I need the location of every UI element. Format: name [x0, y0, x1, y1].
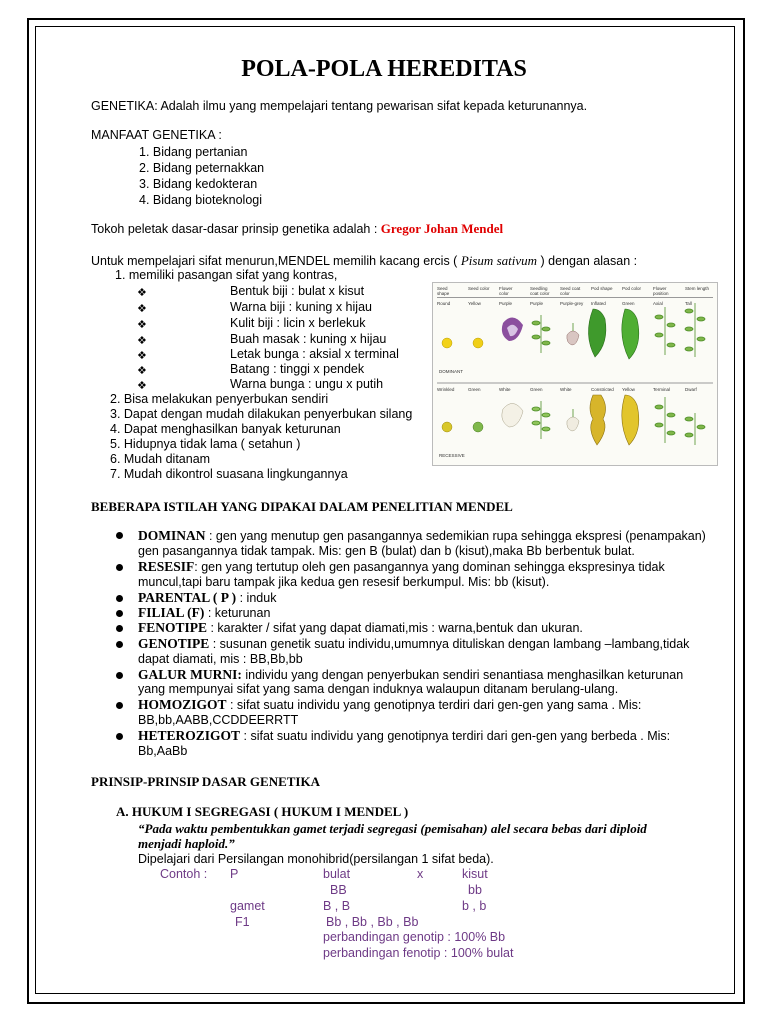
manfaat-heading: MANFAAT GENETIKA :	[91, 128, 222, 142]
trait-label: Green	[468, 387, 481, 392]
reason-item-1: 1. memiliki pasangan sifat yang kontras,	[115, 268, 338, 282]
fenotip-ratio: perbandingan fenotip : 100% bulat	[323, 946, 514, 960]
term-desc-cont: Bb,AaBb	[138, 744, 188, 758]
term-name: GALUR MURNI:	[138, 667, 242, 682]
seedling-plant-icon	[532, 401, 550, 439]
trait-label: Purple	[530, 301, 544, 306]
hukum-quote: “Pada waktu pembentukkan gamet terjadi segregasi (pemisahan) alel secara bebas dari diploid	[138, 821, 647, 836]
trait-label: White	[499, 387, 511, 392]
trait-label: Tall	[685, 301, 692, 306]
diamond-bullet-icon: ❖	[137, 379, 147, 392]
trait-label: Purple-grey	[560, 301, 584, 306]
chart-header: Seed color	[468, 286, 490, 291]
term-name: HETEROZIGOT	[138, 728, 241, 743]
round-seed-icon	[442, 338, 452, 348]
trait-item: Letak bunga : aksial x terminal	[230, 347, 399, 361]
reason-item: 6. Mudah ditanam	[110, 452, 211, 466]
bullet-icon	[116, 702, 123, 709]
trait-label: Purple	[499, 301, 513, 306]
chart-header: Seed coat color	[560, 286, 581, 296]
term-desc: : susunan genetik suatu individu,umumnya dituliskan dengan lambang –lambang,tidak	[209, 637, 690, 651]
constricted-pod-icon	[590, 395, 606, 445]
white-flower-icon	[502, 403, 523, 427]
manfaat-item: 3. Bidang kedokteran	[139, 177, 258, 191]
manfaat-item: 1. Bidang pertanian	[139, 145, 248, 159]
trait-label: Round	[437, 301, 451, 306]
term-line	[138, 606, 270, 620]
gamet-left: B , B	[323, 899, 351, 913]
trait-label: Terminal	[653, 387, 671, 392]
trait-item: Buah masak : kuning x hijau	[230, 332, 387, 346]
tokoh-name: Gregor Johan Mendel	[380, 221, 504, 236]
term-name: FILIAL (F)	[138, 605, 205, 620]
term-desc-cont: dapat diamati, mis : BB,Bb,bb	[138, 652, 303, 666]
mendel-intro	[91, 254, 637, 268]
term-desc-cont: muncul,tapi baru tampak jika kedua gen resesif berkumpul. Mis: bb (kisut).	[138, 575, 550, 589]
diamond-bullet-icon: ❖	[137, 302, 147, 315]
recessive-label: RECESSIVE	[439, 453, 465, 458]
reason-item: 4. Dapat menghasilkan banyak keturunan	[110, 422, 341, 436]
term-desc: individu yang dengan penyerbukan sendiri senantiasa menghasilkan keturunan	[241, 668, 684, 682]
term-name: HOMOZIGOT	[138, 697, 227, 712]
cross-bulat: bulat	[323, 867, 351, 881]
chart-header: Flower color	[499, 286, 513, 296]
tokoh-text: Tokoh peletak dasar-dasar prinsip genetika adalah :	[91, 222, 378, 236]
term-line	[138, 668, 683, 682]
green-seed-icon	[473, 422, 483, 432]
term-line	[138, 560, 665, 574]
term-desc: : karakter / sifat yang dapat diamati,mis : warna,bentuk dan ukuran.	[207, 621, 583, 635]
trait-label: Constricted	[591, 387, 614, 392]
mendel-intro-pre: Untuk mempelajari sifat menurun,MENDEL memilih kacang ercis (	[91, 254, 458, 268]
bullet-icon	[116, 672, 123, 679]
diamond-bullet-icon: ❖	[137, 349, 147, 362]
genetika-definition: GENETIKA: Adalah ilmu yang mempelajari tentang pewarisan sifat kepada keturunannya.	[91, 99, 588, 113]
trait-label: Inflated	[591, 301, 606, 306]
term-desc: : induk	[236, 591, 277, 605]
diamond-bullet-icon: ❖	[137, 364, 147, 377]
bullet-icon	[116, 625, 123, 632]
prinsip-heading: PRINSIP-PRINSIP DASAR GENETIKA	[91, 774, 320, 789]
trait-label: Green	[622, 301, 635, 306]
f1-value: Bb , Bb , Bb , Bb	[326, 915, 419, 929]
dominant-label: DOMINANT	[439, 369, 463, 374]
term-desc: : sifat suatu individu yang genotipnya terdiri dari gen-gen yang berbeda . Mis:	[240, 729, 671, 743]
inflated-pod-icon	[588, 309, 605, 357]
genotype-BB: BB	[330, 883, 347, 897]
trait-label: Yellow	[622, 387, 635, 392]
term-name: GENOTIPE	[138, 636, 210, 651]
yellow-seed-icon	[473, 338, 483, 348]
term-line	[138, 729, 670, 743]
bullet-icon	[116, 733, 123, 740]
genotype-bb: bb	[468, 883, 482, 897]
bullet-icon	[116, 610, 123, 617]
manfaat-item: 4. Bidang bioteknologi	[139, 193, 263, 207]
chart-header: Pod shape	[591, 286, 613, 291]
terminal-flower-plant-icon	[655, 397, 675, 443]
dwarf-plant-icon	[685, 413, 705, 445]
reason-item: 5. Hidupnya tidak lama ( setahun )	[110, 437, 301, 451]
trait-item: Kulit biji : licin x berlekuk	[230, 316, 366, 330]
diamond-bullet-icon: ❖	[137, 334, 147, 347]
chart-header: Flower position	[653, 286, 669, 296]
genotip-ratio: perbandingan genotip : 100% Bb	[323, 930, 506, 944]
wrinkled-seed-icon	[442, 422, 452, 432]
term-line	[138, 698, 641, 712]
f1-label: F1	[235, 915, 250, 929]
purple-flower-icon	[567, 323, 579, 345]
trait-label: Axial	[653, 301, 663, 306]
reason-item: 3. Dapat dengan mudah dilakukan penyerbukan silang	[110, 407, 413, 421]
trait-label: Green	[530, 387, 543, 392]
reason-item: 2. Bisa melakukan penyerbukan sendiri	[110, 392, 329, 406]
mendel-intro-post: ) dengan alasan :	[540, 254, 638, 268]
bullet-icon	[116, 564, 123, 571]
tokoh-line	[91, 222, 503, 236]
trait-item: Warna bunga : ungu x putih	[230, 377, 384, 391]
trait-item: Warna biji : kuning x hijau	[230, 300, 372, 314]
contoh-label: Contoh :	[160, 867, 208, 881]
term-line	[138, 621, 583, 635]
diamond-bullet-icon: ❖	[137, 286, 147, 299]
chart-header: Pod color	[622, 286, 642, 291]
term-name: RESESIF	[138, 559, 195, 574]
cross-kisut: kisut	[462, 867, 488, 881]
trait-label: Dwarf	[685, 387, 697, 392]
tall-plant-icon	[685, 303, 705, 357]
trait-label: Wrinkled	[437, 387, 455, 392]
term-line	[138, 637, 689, 651]
chart-header: Stem length	[685, 286, 710, 291]
white-flower-icon	[567, 409, 579, 431]
diamond-bullet-icon: ❖	[137, 318, 147, 331]
cross-x: x	[417, 867, 424, 881]
term-desc-cont: gen pasangannya tidak tampak. Mis: gen B (bulat) dan b (kisut),maka Bb berbentuk bulat.	[138, 544, 635, 558]
manfaat-item: 2. Bidang peternakkan	[139, 161, 265, 175]
bullet-icon	[116, 641, 123, 648]
axial-flower-plant-icon	[655, 307, 675, 355]
term-line	[138, 591, 276, 605]
term-name: DOMINAN	[138, 528, 206, 543]
trait-label: White	[560, 387, 572, 392]
seedling-plant-icon	[532, 315, 550, 353]
istilah-heading: BEBERAPA ISTILAH YANG DIPAKAI DALAM PENELITIAN MENDEL	[91, 499, 513, 514]
bullet-icon	[116, 595, 123, 602]
term-desc: : sifat suatu individu yang genotipnya terdiri dari gen-gen yang sama . Mis:	[226, 698, 642, 712]
term-name: PARENTAL ( P )	[138, 590, 237, 605]
term-desc: : gen yang tertutup oleh gen pasangannya yang dominan sehingga ekspresinya tidak	[194, 560, 665, 574]
mendel-intro-species: Pisum sativum	[460, 253, 538, 268]
hukum-quote-cont: menjadi haploid.”	[138, 836, 235, 851]
gamet-label: gamet	[230, 899, 265, 913]
term-desc-cont: BB,bb,AABB,CCDDEERRTT	[138, 713, 299, 727]
term-desc: : gen yang menutup gen pasangannya sedemikian rupa sehingga ekspresi (penampakan)	[205, 529, 706, 543]
gamet-right: b , b	[462, 899, 487, 913]
page-title: POLA-POLA HEREDITAS	[241, 56, 527, 82]
term-name: FENOTIPE	[138, 620, 208, 635]
term-desc-cont: yang mempunyai sifat yang sama dengan induknya walaupun ditanam berulang-ulang.	[138, 682, 619, 696]
cross-parental: P	[230, 867, 239, 881]
term-desc: : keturunan	[204, 606, 271, 620]
dipelajari-text: Dipelajari dari Persilangan monohibrid(persilangan 1 sifat beda).	[138, 852, 494, 866]
purple-flower-icon	[502, 317, 523, 341]
bullet-icon	[116, 532, 123, 539]
chart-header: Seedling coat color	[530, 286, 550, 296]
chart-header: Seed shape	[437, 286, 450, 296]
green-pod-icon	[622, 309, 639, 359]
trait-item: Bentuk biji : bulat x kisut	[230, 284, 365, 298]
trait-label: Yellow	[468, 301, 481, 306]
hukum-heading: A. HUKUM I SEGREGASI ( HUKUM I MENDEL )	[116, 804, 409, 819]
pea-traits-figure	[432, 282, 718, 466]
yellow-pod-icon	[622, 395, 639, 445]
term-line	[138, 529, 706, 543]
pea-illustrations	[433, 283, 717, 465]
reason-item: 7. Mudah dikontrol suasana lingkungannya	[110, 467, 348, 481]
trait-item: Batang : tinggi x pendek	[230, 362, 365, 376]
